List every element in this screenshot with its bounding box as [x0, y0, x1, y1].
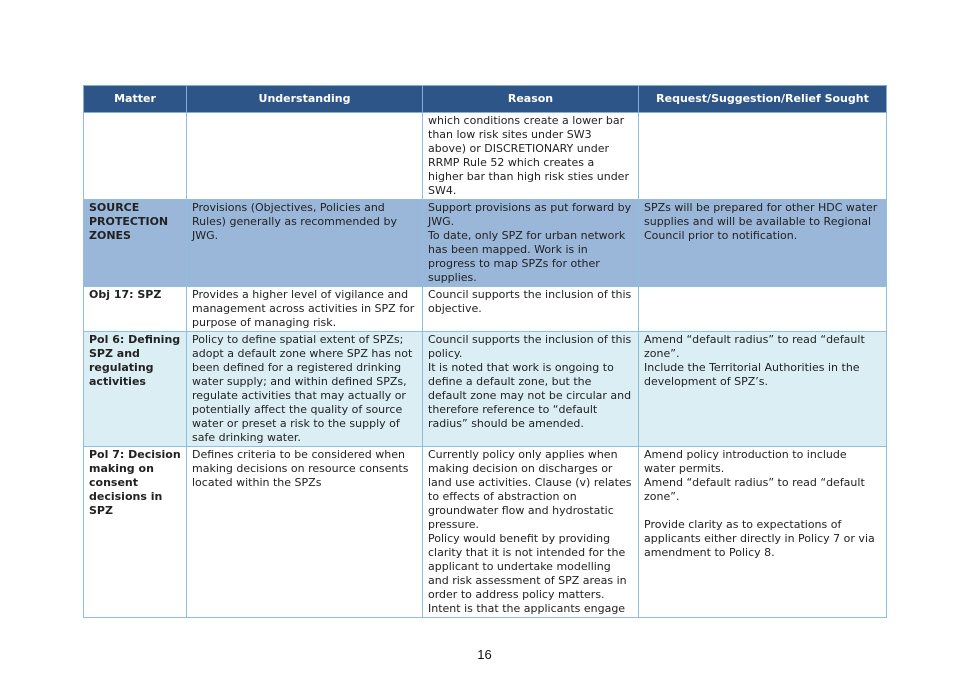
matter-text: Pol 7: Decision making on consent decisions in SPZ	[89, 448, 181, 517]
cell-matter	[84, 332, 187, 447]
reason-text: which conditions create a lower bar than low risk sites under SW3 above) or DISCRETIONARY under RRMP Rule 52 which creates a higher bar than high risk sties under SW4.	[428, 114, 629, 197]
cell-reason	[423, 200, 639, 287]
matter-text: SOURCE PROTECTION ZONES	[89, 201, 169, 242]
cell-understanding	[187, 113, 423, 200]
request-text: SPZs will be prepared for other HDC water supplies and will be available to Regional Council prior to notification.	[644, 201, 878, 242]
cell-understanding	[187, 200, 423, 287]
table-row	[84, 332, 887, 447]
reason-text: Council supports the inclusion of this objective.	[428, 288, 632, 315]
cell-understanding	[187, 447, 423, 618]
matter-text: Pol 6: Defining SPZ and regulating activities	[89, 333, 181, 388]
cell-matter	[84, 113, 187, 200]
reason-text: Currently policy only applies when making decision on discharges or land use activities. Clause (v) relates to effects of abstraction on groundwater flow and hydrostatic pressure. Policy would benefit by providing clarity that it is not intended for the applicant to undertake modelling and risk assessment of SPZ areas in order to address policy matters. Intent is that the applicants engage	[428, 448, 632, 615]
cell-understanding	[187, 287, 423, 332]
page-number: 16	[477, 647, 492, 662]
header-reason: Reason	[423, 86, 639, 113]
cell-matter	[84, 200, 187, 287]
header-request: Request/Suggestion/Relief Sought	[639, 86, 887, 113]
table-header-row	[84, 86, 887, 113]
understanding-text: Policy to define spatial extent of SPZs; adopt a default zone where SPZ has not been defined for a registered drinking water supply; and within defined SPZs, regulate activities that may actually or potentially affect the quality of source water or preset a risk to the supply of safe drinking water.	[192, 333, 413, 444]
reason-text: Support provisions as put forward by JWG. To date, only SPZ for urban network has been mapped. Work is in progress to map SPZs for other supplies.	[428, 201, 632, 284]
understanding-text: Provisions (Objectives, Policies and Rules) generally as recommended by JWG.	[192, 201, 398, 242]
cell-matter	[84, 287, 187, 332]
cell-reason	[423, 113, 639, 200]
understanding-text: Defines criteria to be considered when making decisions on resource consents located within the SPZs	[192, 448, 409, 489]
table-row	[84, 287, 887, 332]
table-row	[84, 113, 887, 200]
matter-text: Obj 17: SPZ	[89, 288, 162, 301]
cell-matter	[84, 447, 187, 618]
cell-request	[639, 447, 887, 618]
table-row	[84, 447, 887, 618]
table-row-section-header	[84, 200, 887, 287]
submission-table	[83, 85, 887, 618]
cell-request	[639, 287, 887, 332]
header-matter: Matter	[84, 86, 187, 113]
cell-request	[639, 113, 887, 200]
request-text: Amend “default radius” to read “default zone”. Include the Territorial Authorities in the development of SPZ’s.	[644, 333, 865, 388]
cell-reason	[423, 332, 639, 447]
cell-request	[639, 200, 887, 287]
reason-text: Council supports the inclusion of this policy. It is noted that work is ongoing to define a default zone, but the default zone may not be circular and therefore reference to “default radius” should be amended.	[428, 333, 632, 430]
understanding-text: Provides a higher level of vigilance and management across activities in SPZ for purpose of managing risk.	[192, 288, 415, 329]
cell-understanding	[187, 332, 423, 447]
header-understanding: Understanding	[187, 86, 423, 113]
cell-reason	[423, 287, 639, 332]
cell-reason	[423, 447, 639, 618]
cell-request	[639, 332, 887, 447]
request-text: Amend policy introduction to include water permits. Amend “default radius” to read “default zone”. Provide clarity as to expectations of applicants either directly in Policy 7 or via amendment to Policy 8.	[644, 448, 875, 559]
